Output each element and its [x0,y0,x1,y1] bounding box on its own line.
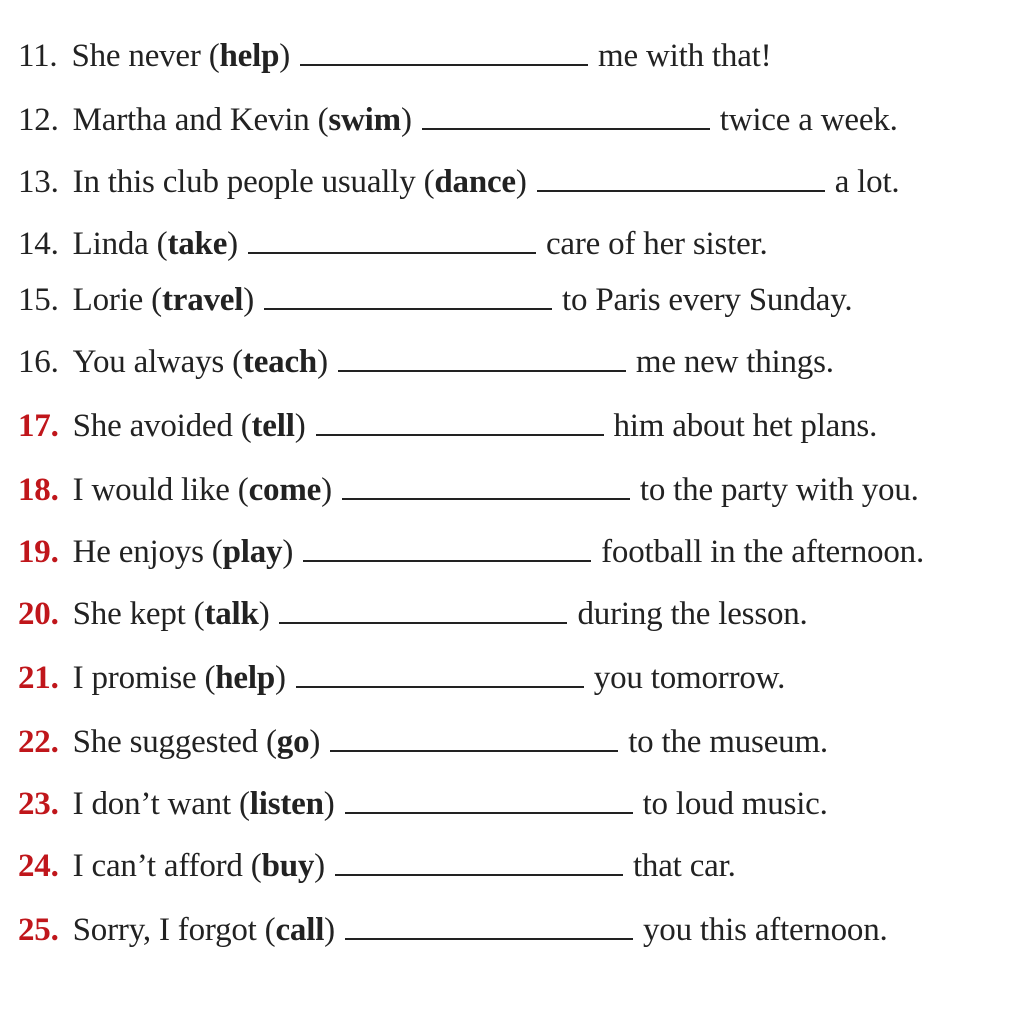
item-text-rest: care of her sister. [545,226,768,262]
answer-blank[interactable] [316,404,604,436]
exercise-item-12 [18,98,898,142]
item-verb: take [167,226,228,262]
item-text-before: I promise ( [72,660,216,696]
exercise-item-22 [18,720,828,764]
item-number: 11. [18,38,58,74]
item-verb: buy [261,848,315,884]
exercise-item-20 [18,592,808,636]
answer-blank[interactable] [248,222,536,254]
item-text-after: ) [294,408,306,444]
item-text-before: I don’t want ( [72,786,250,822]
item-text-rest: you tomorrow. [593,660,786,696]
item-text-rest: twice a week. [719,102,898,138]
answer-blank[interactable] [264,278,552,310]
item-verb: swim [328,102,401,138]
item-text-before: She avoided ( [72,408,252,444]
answer-blank[interactable] [342,468,630,500]
item-text-rest: a lot. [834,164,900,200]
item-text-after: ) [321,472,332,508]
answer-blank[interactable] [303,530,591,562]
item-text-before: You always ( [72,344,243,380]
answer-blank[interactable] [338,340,626,372]
answer-blank[interactable] [345,782,633,814]
exercise-item-15 [18,278,852,322]
item-number: 19. [18,534,59,570]
answer-blank[interactable] [335,844,623,876]
item-text-before: She never ( [71,38,220,74]
exercise-item-11 [18,34,771,78]
item-number: 12. [18,102,59,138]
item-verb: play [222,534,283,570]
item-text-after: ) [400,102,412,138]
item-text-after: ) [317,344,328,380]
item-verb: listen [249,786,324,822]
exercise-item-14 [18,222,768,266]
answer-blank[interactable] [345,908,633,940]
item-verb: talk [204,596,259,632]
item-number: 14. [18,226,59,262]
item-text-before: Linda ( [72,226,168,262]
item-text-before: I would like ( [72,472,249,508]
item-number: 15. [18,282,59,318]
item-text-rest: to Paris every Sunday. [562,282,853,318]
item-text-rest: to the museum. [628,724,828,760]
item-text-after: ) [309,724,321,760]
item-text-after: ) [279,38,291,74]
item-number: 16. [18,344,59,380]
item-verb: travel [161,282,244,318]
item-text-rest: him about het plans. [613,408,878,444]
item-number: 23. [18,786,59,822]
answer-blank[interactable] [296,656,584,688]
item-verb: help [215,660,275,696]
item-text-before: Lorie ( [72,282,162,318]
item-number: 25. [18,912,59,948]
item-text-before: In this club people usually ( [72,164,435,200]
item-text-rest: during the lesson. [577,596,808,632]
item-text-after: ) [324,912,335,948]
item-verb: tell [251,408,295,444]
item-number: 20. [18,596,59,632]
item-text-before: I can’t afford ( [72,848,262,884]
item-text-after: ) [282,534,294,570]
item-text-after: ) [314,848,325,884]
item-text-after: ) [275,660,286,696]
answer-blank[interactable] [300,34,588,66]
item-text-after: ) [243,282,255,318]
item-text-rest: to loud music. [642,786,828,822]
item-verb: come [248,472,322,508]
answer-blank[interactable] [279,592,567,624]
item-verb: help [219,38,280,74]
item-text-after: ) [515,164,527,200]
answer-blank[interactable] [537,160,825,192]
item-text-before: She suggested ( [72,724,277,760]
item-number: 13. [18,164,59,200]
item-text-before: She kept ( [72,596,205,632]
item-text-after: ) [258,596,270,632]
item-text-before: He enjoys ( [72,534,223,570]
item-number: 21. [18,660,59,696]
item-text-rest: me with that! [598,38,772,74]
item-text-rest: you this afternoon. [642,912,888,948]
item-verb: dance [434,164,516,200]
exercise-item-21 [18,656,785,700]
item-text-after: ) [227,226,238,262]
exercise-item-19 [18,530,924,574]
item-text-before: Martha and Kevin ( [72,102,329,138]
item-number: 22. [18,724,59,760]
exercise-item-13 [18,160,899,204]
exercise-item-23 [18,782,828,826]
exercise-item-18 [18,468,919,512]
exercise-item-16 [18,340,834,384]
item-number: 18. [18,472,59,508]
item-text-before: Sorry, I forgot ( [72,912,276,948]
item-verb: teach [242,344,318,380]
item-text-rest: that car. [632,848,736,884]
exercise-item-17 [18,404,877,448]
answer-blank[interactable] [330,720,618,752]
item-text-rest: me new things. [635,344,834,380]
item-verb: go [276,724,310,760]
exercise-item-24 [18,844,736,888]
item-text-after: ) [323,786,335,822]
item-text-rest: to the party with you. [639,472,919,508]
answer-blank[interactable] [422,98,710,130]
exercise-item-25 [18,908,888,952]
item-text-rest: football in the afternoon. [601,534,924,570]
item-number: 17. [18,408,59,444]
item-number: 24. [18,848,59,884]
item-verb: call [275,912,325,948]
